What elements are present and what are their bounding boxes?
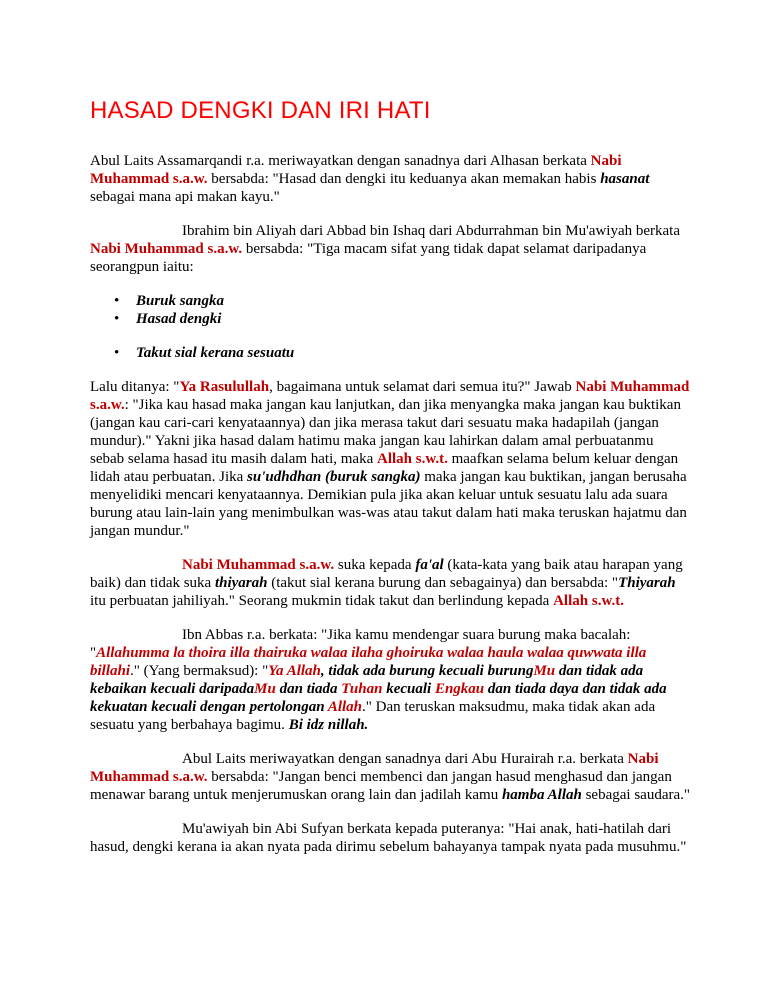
text: bersabda: "Tiga macam sifat yang tidak dapat selamat daripadanya seorangpun iaitu: <box>90 241 647 275</box>
highlight: Ya Rasulullah <box>179 379 270 395</box>
emphasis: Bi idz nillah. <box>288 717 369 733</box>
text: Abul Laits Assamarqandi r.a. meriwayatkan dengan sanadnya dari Alhasan berkata <box>90 153 591 169</box>
highlight: Tuhan <box>341 681 383 697</box>
highlight: Ya Allah <box>268 663 321 679</box>
highlight-nabi: Nabi Muhammad s.a.w. <box>182 557 335 573</box>
document-body <box>90 152 690 872</box>
paragraph-7: Mu'awiyah bin Abi Sufyan berkata kepada puteranya: "Hai anak, hati-hatilah dari hasud, dengki kerana ia akan nyata pada dirimu sebelum bahayanya tampak nyata pada musuhmu." <box>90 821 687 855</box>
list-item: • Buruk sangka <box>114 293 224 309</box>
highlight-nabi: Nabi Muhammad s.a.w. <box>90 153 622 187</box>
paragraph-6: Abul Laits meriwayatkan dengan sanadnya dari Abu Hurairah r.a. berkata Nabi Muhammad s.a.w. bersabda: "Jangan benci membenci dan jangan hasud menghasud dan jangan menawar barang untuk menjerumuskan orang lain dan jadilah kamu hamba Allah sebagai saudara." <box>90 751 691 803</box>
text: sebagai mana api makan kayu." <box>90 189 280 205</box>
highlight: Mu <box>254 681 276 697</box>
highlight-allah: Allah s.w.t. <box>377 451 448 467</box>
text: bersabda: "Hasad dan dengki itu keduanya akan memakan habis <box>207 171 601 187</box>
highlight-nabi: Nabi Muhammad s.a.w. <box>90 379 690 413</box>
list-item: • Takut sial kerana sesuatu <box>114 345 295 361</box>
emphasis: hasanat <box>600 171 650 187</box>
highlight-nabi: Nabi Muhammad s.a.w. <box>90 241 243 257</box>
highlight: Engkau <box>434 681 485 697</box>
emphasis: hamba Allah <box>501 787 582 803</box>
emphasis: thiyarah <box>214 575 268 591</box>
emphasis: fa'al <box>415 557 444 573</box>
highlight: Allah <box>327 699 362 715</box>
paragraph-3: Lalu ditanya: "Ya Rasulullah, bagaimana untuk selamat dari semua itu?" Jawab Nabi Muhammad s.a.w.: "Jika kau hasad maka jangan kau lanjutkan, dan jika menyangka maka jangan kau buktikan (jangan kau cari-cari kenyataannya) dan jika merasa takut dari sesuatu maka hadapilah (jangan mundur)." Yakni jika hasad dalam hatimu maka jangan kau lahirkan dalam amal perbuatanmu sebab selama hasad itu masih dalam hati, maka Allah s.w.t. maafkan selama belum keluar dengan lidah atau perbuatan. Jika su'udhdhan (buruk sangka) maka jangan kau buktikan, jangan berusaha menyelidiki mencari kenyataannya. Demikian pula jika akan keluar untuk sesuatu lalu ada suara burung atau lain-lain yang menimbulkan was-was atau takut dalam hati maka teruskan hajatmu dan jangan mundur." <box>90 379 690 539</box>
highlight-nabi: Nabi Muhammad s.a.w. <box>90 751 659 785</box>
paragraph-4: Nabi Muhammad s.a.w. suka kepada fa'al (kata-kata yang baik atau harapan yang baik) dan tidak suka thiyarah (takut sial kerana burung dan sebagainya) dan bersabda: "Thiyarah itu perbuatan jahiliyah." Seorang mukmin tidak takut dan berlindung kepada Allah s.w.t. <box>90 557 683 609</box>
doa-text: Allahumma la thoira illa thairuka walaa ilaha ghoiruka walaa haula walaa quwwata illa billahi <box>90 645 647 679</box>
list-item: • Hasad dengki <box>114 311 222 327</box>
highlight-allah: Allah s.w.t. <box>553 593 624 609</box>
text: Ibrahim bin Aliyah dari Abbad bin Ishaq dari Abdurrahman bin Mu'awiyah berkata <box>182 223 680 239</box>
highlight: Mu <box>533 663 556 679</box>
emphasis: Thiyarah <box>618 575 676 591</box>
paragraph-1 <box>90 152 690 206</box>
emphasis: su'udhdhan (buruk sangka) <box>247 469 421 485</box>
paragraph-2 <box>90 222 690 276</box>
paragraph-5: Ibn Abbas r.a. berkata: "Jika kamu mendengar suara burung maka bacalah: "Allahumma la thoira illa thairuka walaa ilaha ghoiruka walaa haula walaa quwwata illa billahi." (Yang bermaksud): "Ya Allah, tidak ada burung kecuali burungMu dan tidak ada kebaikan kecuali daripadaMu dan tiada Tuhan kecuali Engkau dan tiada daya dan tidak ada kekuatan kecuali dengan pertolongan Allah." Dan teruskan maksudmu, maka tidak akan ada sesuatu yang berbahaya bagimu. Bi idz nillah. <box>90 627 667 733</box>
document-title: HASAD DENGKI DAN IRI HATI <box>90 97 431 124</box>
bullet-list <box>90 292 690 362</box>
